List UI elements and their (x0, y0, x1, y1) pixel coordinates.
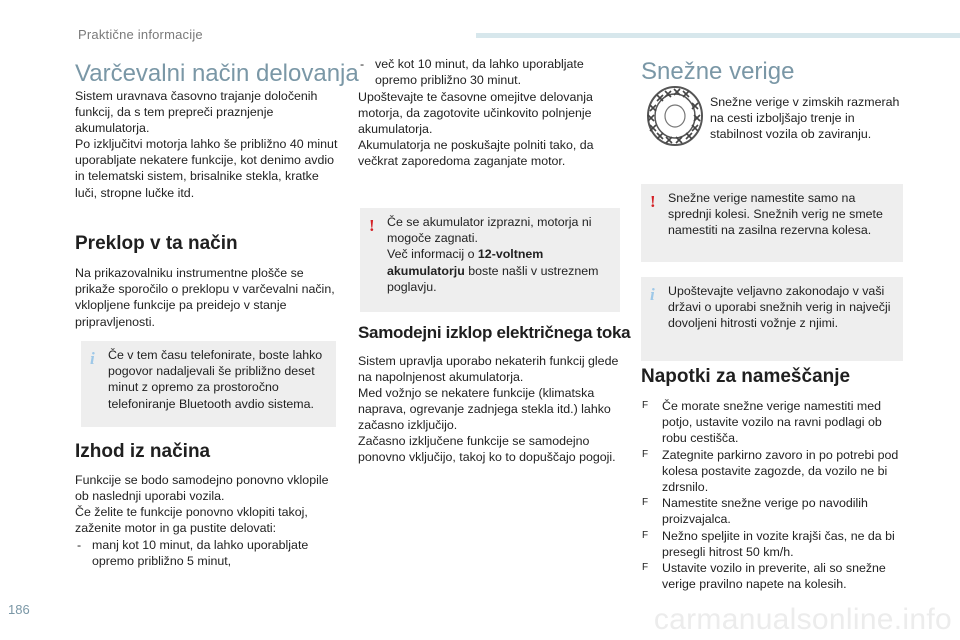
list-item: F Zategnite parkirno zavoro in po potrebi pod kolesa postavite zagozde, da vozilo ne bi zdrsnilo. (642, 447, 899, 495)
info-note-law (641, 277, 903, 361)
cont-list (358, 56, 622, 88)
warning-note-text: Snežne verige namestite samo na sprednji kolesi. Snežnih verig ne smete namestiti na zasilna rezervna kolesa. (668, 191, 883, 238)
info-note-text: Če v tem času telefonirate, boste lahko pogovor nadaljevali še približno deset minut z opremo za prostoročno telefoniranje Bluetooth avdio sistema. (108, 348, 323, 411)
list-item: F Če morate snežne verige namestiti med potjo, ustavite vozilo na ravni podlagi ob robu cestišča. (642, 399, 882, 446)
warning-note-battery (360, 208, 620, 312)
auto-text-2: Med vožnjo se nekatere funkcije (klimatska naprava, ogrevanje zadnjega stekla itd.) lahko začasno izključijo. (358, 386, 611, 433)
list-item: - manj kot 10 minut, da lahko uporabljate opremo približno 5 minut, (75, 537, 339, 569)
install-tips-list (641, 398, 905, 592)
exit-text-2: Če želite te funkcije ponovno vklopiti takoj, zaženite motor in ga pustite delovati: (75, 505, 308, 536)
warning-note-line2: Več informacij o 12-voltnem akumulatorju boste našli v ustreznem poglavju. (387, 247, 599, 294)
heading-exit: Izhod iz načina (75, 441, 211, 462)
watermark-url: carmanualsonline.info (653, 603, 952, 636)
checkbox-bullet-icon: F (642, 529, 649, 541)
checkbox-bullet-icon: F (642, 448, 649, 460)
title-energy-saving: Varčevalni način delovanja (75, 60, 359, 87)
warning-note-line1: Če se akumulator izprazni, motorja ni mogoče zagnati. (387, 215, 592, 246)
switch-text: Na prikazovalniku instrumentne plošče se prikaže sporočilo o preklopu v varčevalni način, vklopljene funkcije pa preidejo v stanje pripravljenosti. (75, 266, 335, 329)
info-icon: i (90, 349, 95, 368)
battery-link-text: 12-voltnem akumulatorju (387, 247, 544, 278)
warning-note-chains (641, 184, 903, 262)
energy-intro-1: Sistem uravnava časovno trajanje določenih funkcij, da s tem prepreči praznjenje akumulatorja. (75, 89, 318, 136)
heading-install-tips: Napotki za nameščanje (641, 366, 851, 387)
page-number: 186 (8, 602, 30, 617)
exit-list (75, 537, 339, 569)
exit-text-1: Funkcije se bodo samodejno ponovno vklopile ob naslednji uporabi vozila. (75, 473, 329, 504)
cont-text-2: Akumulatorja ne poskušajte polniti tako, da večkrat zaporedoma zaganjate motor. (358, 138, 594, 169)
info-note-phone (81, 341, 336, 427)
snow-chain-icon (644, 85, 706, 147)
auto-text-1: Sistem upravlja uporabo nekaterih funkcij glede na napolnjenost akumulatorja. (358, 354, 619, 385)
heading-switch: Preklop v ta način (75, 233, 238, 254)
heading-auto-cutoff: Samodejni izklop električnega toka (358, 323, 631, 342)
warning-icon: ! (650, 192, 656, 211)
info-icon: i (650, 285, 655, 304)
cont-text-1: Upoštevajte te časovne omejitve delovanja motorja, da zagotovite učinkovito polnjenje akumulatorja. (358, 90, 593, 137)
checkbox-bullet-icon: F (642, 562, 649, 574)
title-snow-chains: Snežne verige (641, 58, 795, 85)
energy-intro-2: Po izključitvi motorja lahko še približno 40 minut uporabljate nekatere funkcije, kot denimo avdio in telematski sistem, brisalnike stekla, kratke luči, stropne lučke itd. (75, 137, 338, 200)
list-item: F Namestite snežne verige po navodilih proizvajalca. (642, 496, 868, 527)
checkbox-bullet-icon: F (642, 497, 649, 509)
info-note-text: Upoštevajte veljavno zakonodajo v vaši državi o uporabi snežnih verig in največji dovoljeni hitrosti vožnje z njimi. (668, 284, 891, 331)
list-item: F Ustavite vozilo in preverite, ali so snežne verige pravilno napete na kolesih. (642, 561, 886, 592)
warning-icon: ! (369, 216, 375, 235)
auto-text-3: Začasno izključene funkcije se samodejno ponovno vključijo, takoj ko to dopuščajo pogoji. (358, 434, 616, 465)
list-item: F Nežno speljite in vozite krajši čas, ne da bi presegli hitrost 50 km/h. (642, 528, 895, 559)
section-label: Praktične informacije (78, 27, 203, 42)
list-item: - več kot 10 minut, da lahko uporabljate opremo približno 30 minut. (358, 56, 622, 88)
header-bar (476, 33, 960, 38)
checkbox-bullet-icon: F (642, 400, 649, 411)
snow-chains-intro: Snežne verige v zimskih razmerah na cesti izboljšajo trenje in stabilnost vozila ob zaviranju. (710, 95, 900, 142)
